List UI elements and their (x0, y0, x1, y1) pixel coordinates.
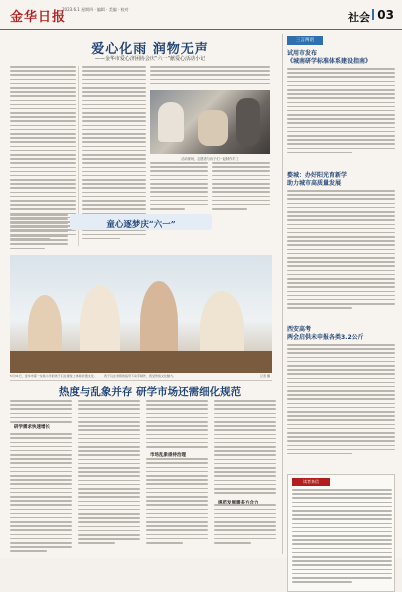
readers-letters-body (292, 489, 392, 589)
second-column-4 (214, 400, 276, 552)
second-subheading-1: 研学需求快速增长 (14, 425, 50, 430)
issue-meta: 2023.6.1 星期四 · 编辑 · 美编 · 校对 (62, 7, 129, 12)
kids-activity-photo (10, 255, 272, 373)
photo-caption-1: 5月31日，金华市第一实验小学的孩子们在课堂上体验非遗文化。 (10, 374, 97, 378)
main-headline: 爱心化雨 润物无声 (91, 42, 209, 57)
sidebar-item-body-3 (287, 344, 395, 468)
sidebar-item-title-1: 试用市发布 《城南研学标准体系建设指南》 (287, 50, 372, 65)
activity-photo-caption: 活动现场，志愿者与孩子们一起制作手工 (181, 157, 239, 161)
section-name: 社会 (348, 11, 370, 24)
sidebar-item-body-1 (287, 68, 395, 164)
photo-caption-2: 孩子们在老师的指导下动手制作，感受传统文化魅力。 (104, 374, 177, 378)
article-column-6 (10, 214, 68, 252)
sidebar-item-body-2 (287, 190, 395, 320)
article-column-5 (212, 162, 270, 212)
page-header (0, 0, 402, 30)
feature-title: 童心逐梦庆“六一” (106, 220, 176, 230)
second-column-2 (78, 400, 140, 552)
second-column-3 (146, 400, 208, 552)
section-divider (372, 9, 374, 20)
sidebar-item-title-2: 婺城：办好阳光育新学 助力城市高质量发展 (287, 172, 348, 187)
readers-letters-tag: 读者来信 (292, 478, 330, 486)
sidebar (282, 34, 396, 554)
photo-credit: 记者 摄 (260, 374, 270, 378)
main-subhead: ——金华市爱心济困协会庆“六一”献爱心活动小记 (94, 56, 206, 62)
page-number: 03 (377, 8, 394, 22)
article-column-3 (150, 66, 270, 88)
second-subheading-2: 市场乱象亟待治理 (150, 453, 186, 458)
second-headline: 热度与乱象并存 研学市场还需细化规范 (58, 386, 242, 398)
article-column-4 (150, 162, 208, 212)
sidebar-item-title-3: 西安高考 两会启供未申报各类3.2公斤 (287, 326, 364, 341)
second-column-1 (10, 400, 72, 552)
sidebar-tag: 三言两语 (287, 36, 323, 45)
activity-photo (150, 90, 270, 154)
readers-letters-box (287, 474, 395, 592)
masthead: 金华日报 (10, 10, 67, 25)
